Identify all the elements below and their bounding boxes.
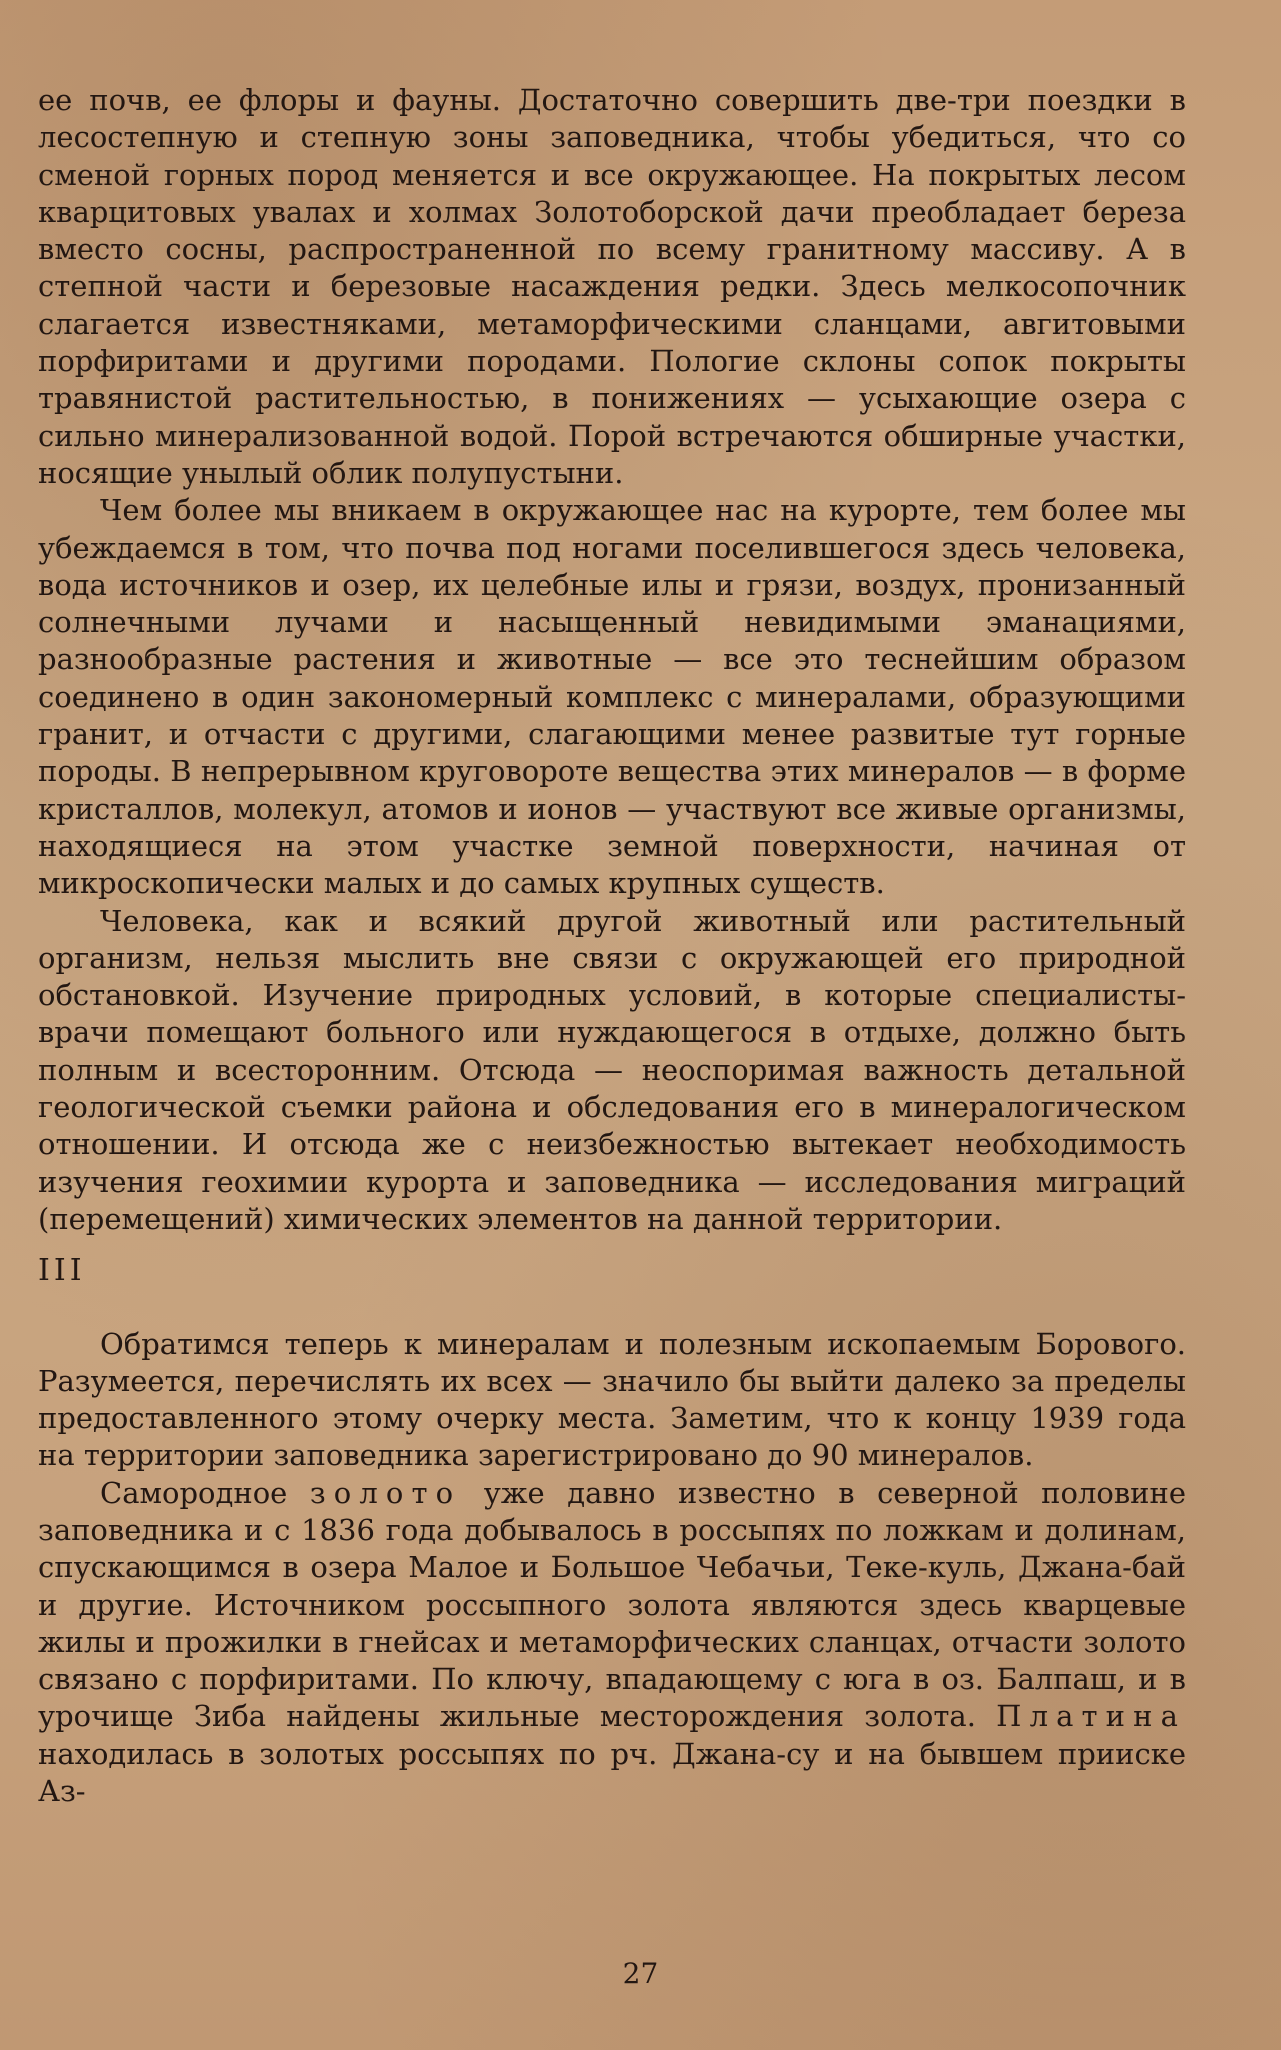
- paragraph-resort-complex: Чем более мы вникаем в окружающее нас на курорте, тем более мы убеждаемся в том, что почва под ногами поселившегося здесь человека, вода источников и озер, их целебные илы и грязи, воздух, пронизанный солнечными лучами и насыщенный невидимыми эманациями, разнообразные растения и животные — все это теснейшим образом соединено в один закономерный комплекс с минералами, образующими гранит, и отчасти с другими, слагающими менее развитые тут горные породы. В непрерывном круговороте вещества этих минералов — в форме кристаллов, молекул, атомов и ионов — участвуют все живые организмы, находящиеся на этом участке земной поверхности, начиная от микроскопически малых и до самых крупных существ.: [38, 493, 1186, 901]
- page-number: 27: [622, 1957, 659, 1990]
- text-gold-description: уже давно известно в северной половине заповедника и с 1836 года добывалось в россыпях по ложкам и долинам, спускающимся в озера Малое и Большое Чебачьи, Теке-куль, Джана-бай и другие. Источником россыпного золота являются здесь кварцевые жилы и прожилки в гнейсах и метаморфических сланцах, отчасти золото связано с порфиритами. По ключу, впадающему с юга в оз. Балпаш, и в урочище Зиба найдены жильные месторождения золота.: [38, 1475, 1186, 1734]
- term-gold: золото: [309, 1475, 462, 1510]
- paragraph-soils-flora: ее почв, ее флоры и фауны. Достаточно совершить две-три поездки в лесостепную и степную зоны заповедника, чтобы убедиться, что со сменой горных пород меняется и все окружающее. На покрытых лесом кварцитовых увалах и холмах Золотоборской дачи преобладает береза вместо сосны, распространенной по всему гранитному массиву. А в степной части и березовые насаждения редки. Здесь мелкосопочник слагается известняками, метаморфическими сланцами, авгитовыми порфиритами и другими породами. Пологие склоны сопок покрыты травянистой растительностью, в понижениях — усыхающие озера с сильно минерализованной водой. Порой встречаются обширные участки, носящие унылый облик полупустыни.: [38, 83, 1186, 490]
- text-native-prefix: Самородное: [100, 1475, 288, 1510]
- paragraph-gold-platinum: [38, 1475, 1186, 1811]
- section-heading: III: [38, 1253, 86, 1289]
- term-platinum: Платина: [996, 1699, 1186, 1734]
- page-body: [38, 82, 1186, 1810]
- text-platinum-description: находилась в золотых россыпях по рч. Джана-су и на бывшем прииске Аз-: [38, 1736, 1186, 1809]
- paragraph-minerals: Обратимся теперь к минералам и полезным ископаемым Борового. Разумеется, перечислять их всех — значило бы выйти далеко за пределы предоставленного этому очерку места. Заметим, что к концу 1939 года на территории заповедника зарегистрировано до 90 минералов.: [38, 1326, 1186, 1473]
- paragraph-human-organism: Человека, как и всякий другой животный или растительный организм, нельзя мыслить вне связи с окружающей его природной обстановкой. Изучение природных условий, в которые специалисты-врачи помещают больного или нуждающегося в отдыхе, должно быть полным и всесторонним. Отсюда — неоспоримая важность детальной геологической съемки района и обследования его в минералогическом отношении. И отсюда же с неизбежностью вытекает необходимость изучения геохимии курорта и заповедника — исследования миграций (перемещений) химических элементов на данной территории.: [38, 903, 1186, 1236]
